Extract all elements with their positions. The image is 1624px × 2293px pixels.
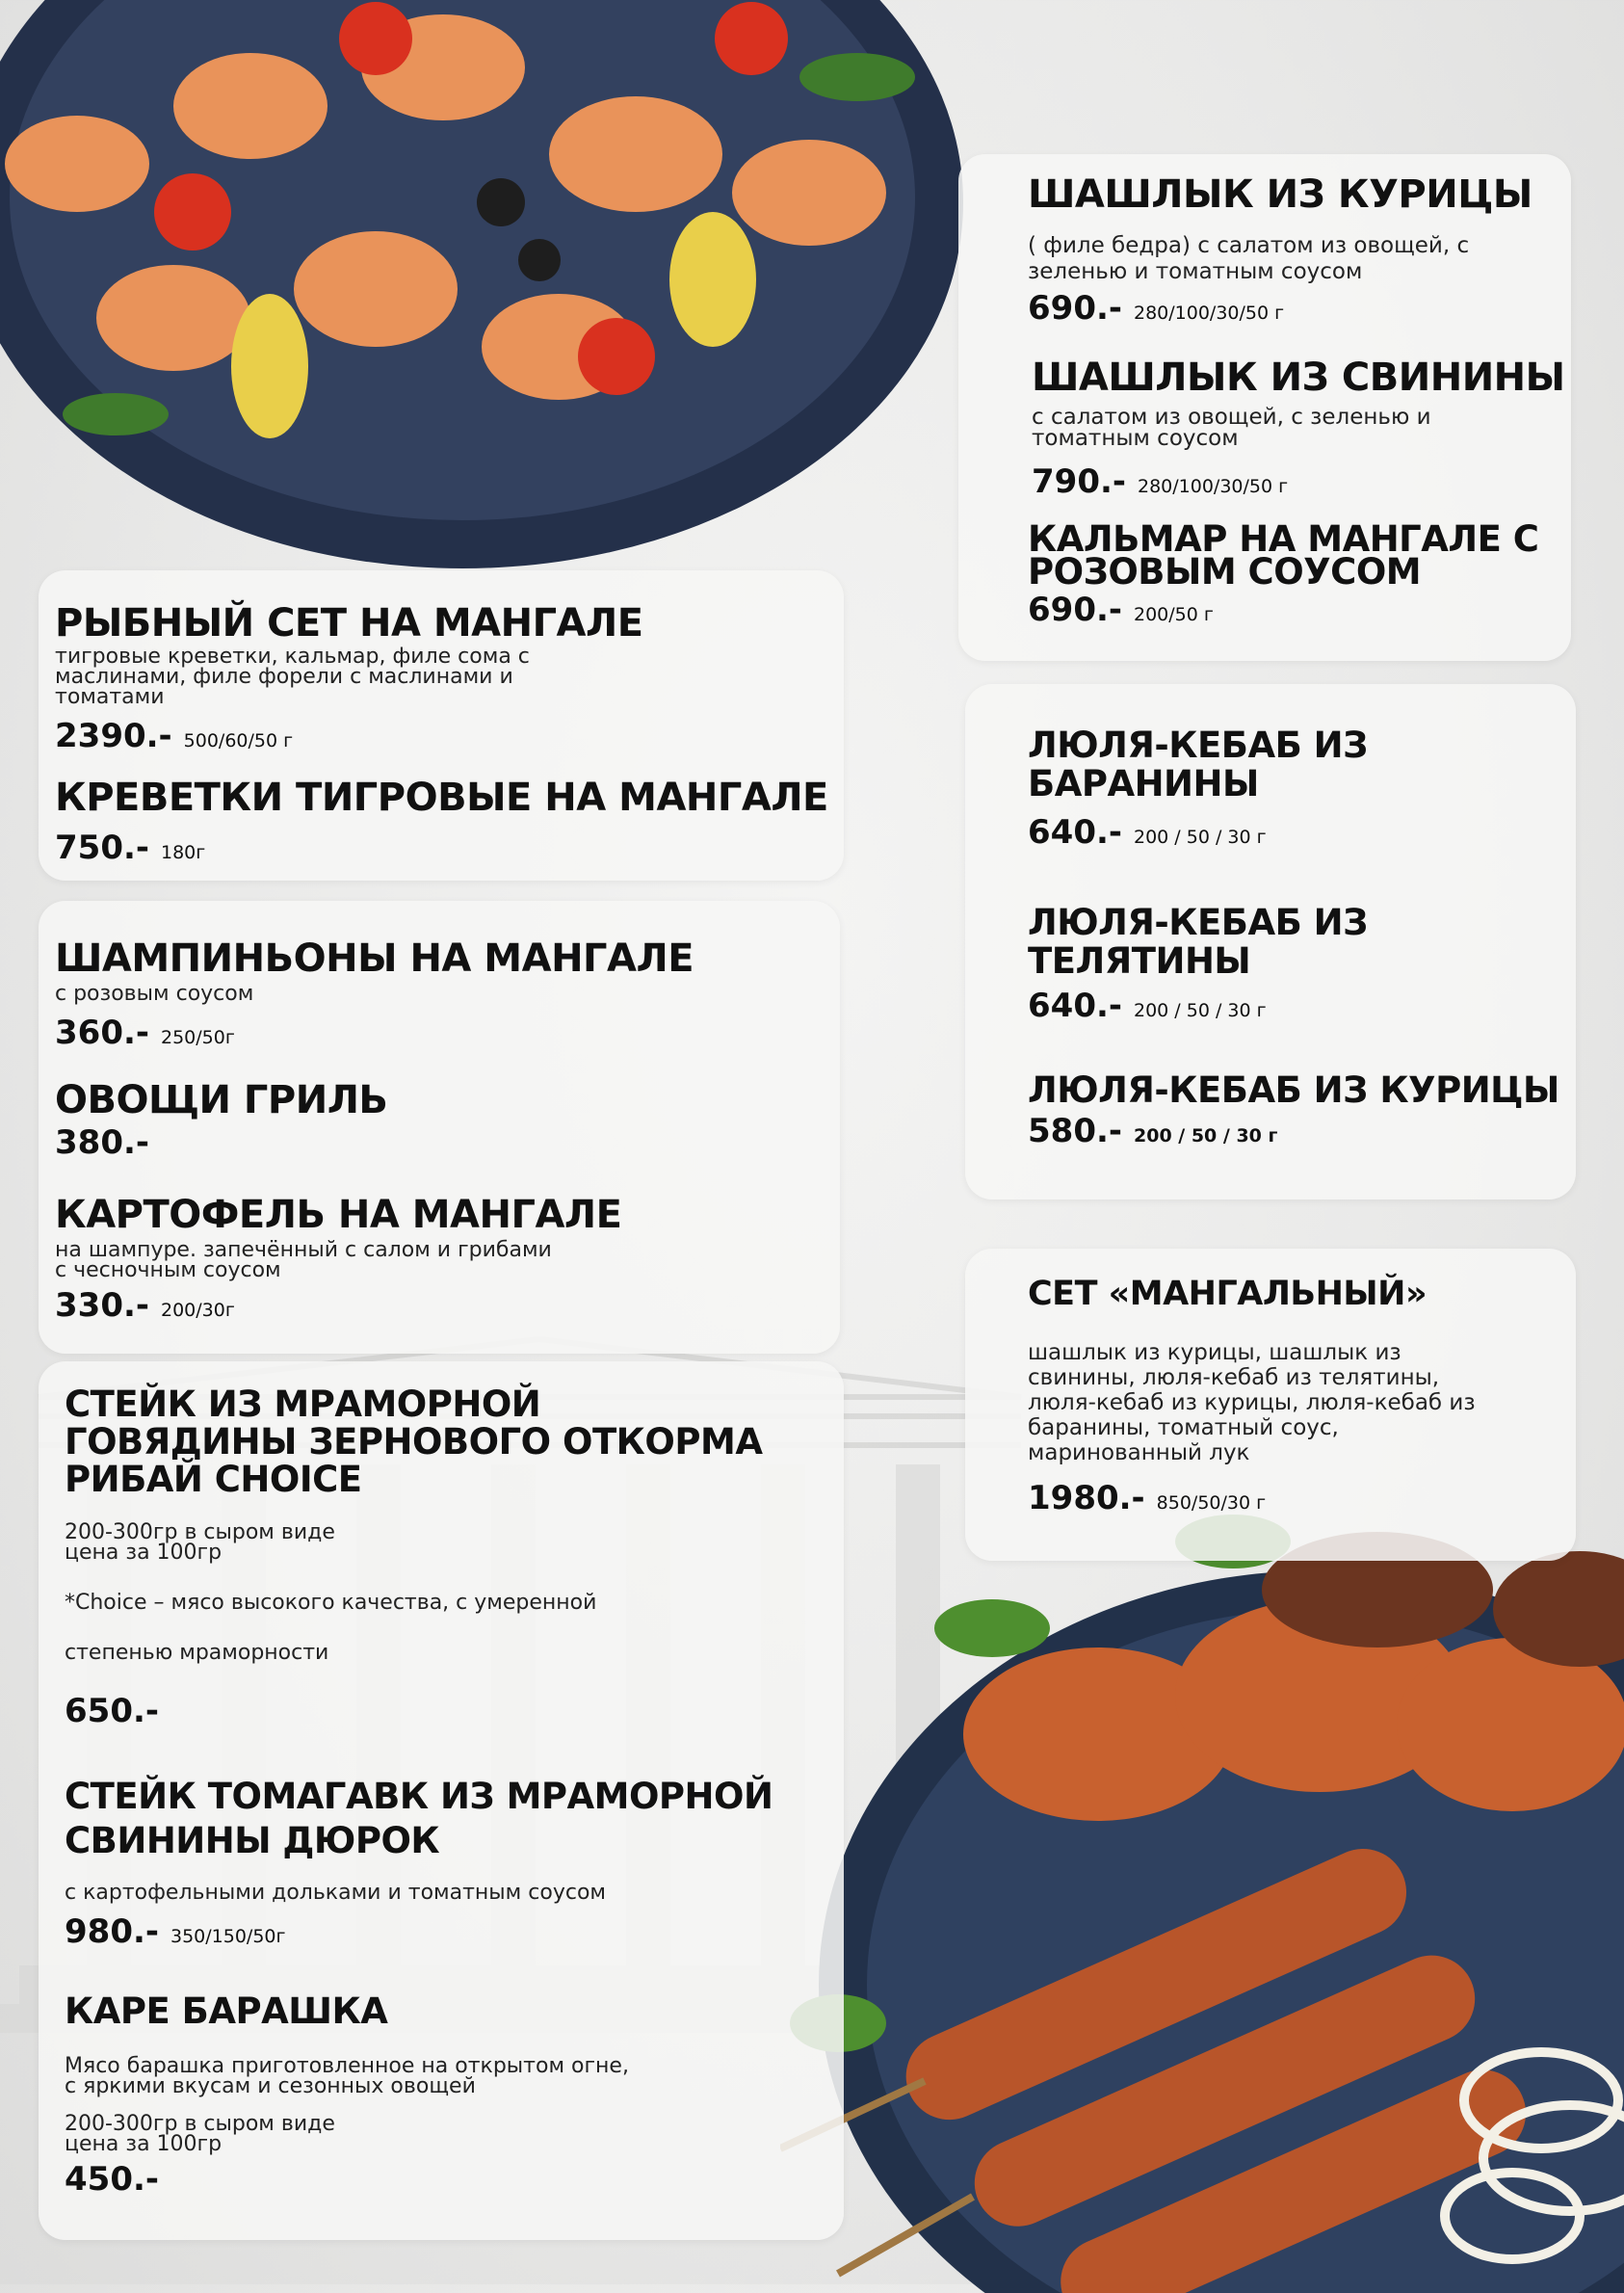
item-description: с картофельными дольками и томатным соусом	[65, 1881, 606, 1905]
menu-item-pork-shashlik	[1032, 358, 1571, 501]
item-weight: 180г	[161, 842, 206, 863]
item-price: 980.-	[65, 1912, 159, 1951]
menu-item-shrimp	[55, 778, 835, 867]
menu-item-lula-chicken	[1028, 1071, 1567, 1150]
price-line	[55, 717, 825, 755]
price-line	[55, 829, 835, 867]
item-weight: 280/100/30/50 г	[1134, 303, 1285, 324]
item-title: КАРЕ БАРАШКА	[65, 1990, 388, 2032]
menu-item-lula-lamb	[1028, 726, 1567, 852]
item-price: 330.-	[55, 1286, 149, 1325]
item-weight: 200/50 г	[1134, 604, 1214, 625]
item-description: ( филе бедра) с салатом из овощей, с зеленью и томатным соусом	[1028, 233, 1470, 284]
item-price: 640.-	[1028, 987, 1122, 1025]
price-line	[1028, 987, 1567, 1025]
item-title: ШАШЛЫК ИЗ СВИНИНЫ	[1032, 356, 1565, 400]
price-line	[55, 1014, 825, 1052]
price-line	[65, 2160, 835, 2199]
kebab-plate-image	[780, 1484, 1624, 2293]
item-weight: 350/150/50г	[170, 1926, 286, 1947]
item-weight: 200 / 50 / 30 г	[1134, 1125, 1278, 1146]
item-title: СТЕЙК ИЗ МРАМОРНОЙ ГОВЯДИНЫ ЗЕРНОВОГО ОТКОРМА РИБАЙ CHOICE	[65, 1384, 763, 1500]
item-description: Мясо барашка приготовленное на открытом огне, с яркими вкусам и сезонных овощей	[65, 2054, 629, 2098]
item-price: 650.-	[65, 1692, 159, 1730]
price-line	[1028, 1479, 1567, 1517]
item-description: с розовым соусом	[55, 982, 254, 1006]
item-title: РЫБНЫЙ СЕТ НА МАНГАЛЕ	[55, 601, 643, 646]
menu-item-chicken-shashlik	[1028, 172, 1567, 328]
item-price: 690.-	[1028, 591, 1122, 629]
item-title: СЕТ «МАНГАЛЬНЫЙ»	[1028, 1275, 1428, 1313]
price-line	[65, 1912, 835, 1951]
item-description-note: *Choice – мясо высокого качества, с умеренной	[65, 1591, 597, 1615]
item-title: СТЕЙК ТОМАГАВК ИЗ МРАМОРНОЙ СВИНИНЫ ДЮРОК	[65, 1776, 773, 1861]
item-description: шашлык из курицы, шашлык из свинины, люля-кебаб из телятины, люля-кебаб из курицы, люля-кебаб из баранины, томатный соус, маринованный лук	[1028, 1340, 1476, 1465]
price-line	[65, 1692, 835, 1730]
item-title: ЛЮЛЯ-КЕБАБ ИЗ БАРАНИНЫ	[1028, 725, 1368, 804]
item-price: 790.-	[1032, 462, 1126, 501]
price-line	[1032, 462, 1571, 501]
item-title: ЛЮЛЯ-КЕБАБ ИЗ ТЕЛЯТИНЫ	[1028, 902, 1368, 982]
item-price: 640.-	[1028, 813, 1122, 852]
menu-item-squid	[1028, 518, 1567, 629]
item-description: 200-300гр в сыром виде цена за 100гр	[65, 1520, 335, 1565]
menu-item-grilled-potato	[55, 1193, 825, 1325]
item-price: 450.-	[65, 2160, 159, 2199]
item-price: 690.-	[1028, 289, 1122, 328]
menu-item-ribeye	[65, 1385, 835, 1730]
item-price: 1980.-	[1028, 1479, 1145, 1517]
item-title: ШАШЛЫК ИЗ КУРИЦЫ	[1028, 172, 1532, 217]
item-description: с салатом из овощей, с зеленью и томатным соусом	[1032, 405, 1431, 451]
item-title: КРЕВЕТКИ ТИГРОВЫЕ НА МАНГАЛЕ	[55, 776, 828, 820]
seafood-skewer-plate-image	[0, 0, 1002, 578]
menu-item-fish-set	[55, 601, 825, 755]
price-line	[1028, 289, 1567, 328]
item-description-weight: 200-300гр в сыром виде цена за 100гр	[65, 2112, 335, 2156]
item-weight: 200 / 50 / 30 г	[1134, 1000, 1267, 1021]
menu-item-mangal-set	[1028, 1275, 1567, 1517]
menu-item-lula-veal	[1028, 904, 1567, 1025]
menu-item-mushrooms	[55, 936, 825, 1052]
menu-item-lamb-rack	[65, 1992, 835, 2199]
item-price: 2390.-	[55, 717, 172, 755]
menu-item-grilled-vegetables	[55, 1078, 825, 1162]
price-line	[55, 1286, 825, 1325]
item-title: ОВОЩИ ГРИЛЬ	[55, 1078, 388, 1122]
menu-item-tomahawk	[65, 1775, 835, 1951]
item-title: ЛЮЛЯ-КЕБАБ ИЗ КУРИЦЫ	[1028, 1069, 1559, 1111]
item-title: ШАМПИНЬОНЫ НА МАНГАЛЕ	[55, 936, 694, 981]
item-description-note-cont: степенью мраморности	[65, 1641, 329, 1665]
item-weight: 250/50г	[161, 1027, 235, 1048]
item-weight: 500/60/50 г	[183, 730, 294, 751]
price-line	[1028, 1112, 1567, 1150]
item-price: 360.-	[55, 1014, 149, 1052]
price-line	[1028, 591, 1567, 629]
item-price: 750.-	[55, 829, 149, 867]
item-weight: 850/50/30 г	[1156, 1492, 1267, 1514]
item-weight: 200 / 50 / 30 г	[1134, 827, 1267, 848]
item-description: тигровые креветки, кальмар, филе сома с маслинами, филе форели с маслинами и томатами	[55, 645, 530, 709]
item-title: КАРТОФЕЛЬ НА МАНГАЛЕ	[55, 1193, 622, 1237]
item-description: на шампуре. запечённый с салом и грибами с чесночным соусом	[55, 1238, 552, 1282]
item-title: КАЛЬМАР НА МАНГАЛЕ С РОЗОВЫМ СОУСОМ	[1028, 518, 1539, 593]
price-line	[1028, 813, 1567, 852]
item-price: 380.-	[55, 1123, 149, 1162]
item-weight: 280/100/30/50 г	[1138, 476, 1289, 497]
price-line	[55, 1123, 825, 1162]
item-price: 580.-	[1028, 1112, 1122, 1150]
item-weight: 200/30г	[161, 1300, 235, 1321]
